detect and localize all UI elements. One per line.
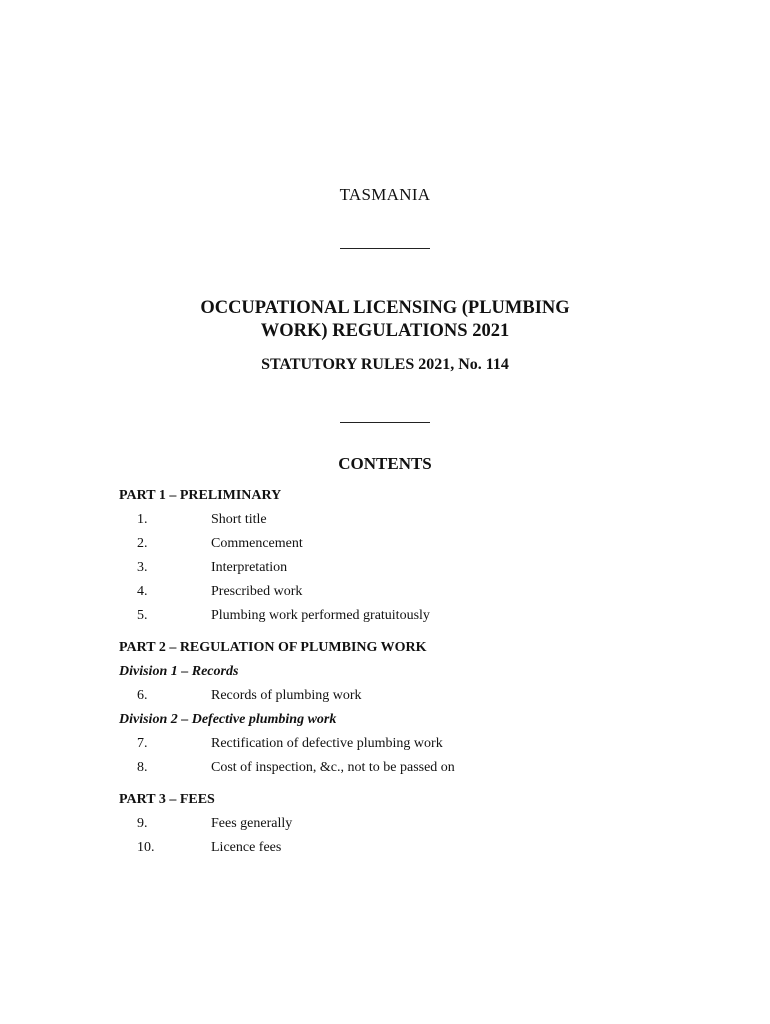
separator-rule	[0, 248, 770, 249]
toc-entry-number: 9.	[137, 816, 148, 831]
regulation-title	[0, 297, 770, 343]
table-of-contents	[119, 486, 679, 862]
toc-entry-number: 5.	[137, 608, 148, 623]
toc-entry-number: 8.	[137, 760, 148, 775]
toc-entry	[119, 558, 679, 582]
toc-entry-number: 4.	[137, 584, 148, 599]
toc-division-heading: Division 2 – Defective plumbing work	[119, 712, 337, 727]
toc-entry	[119, 814, 679, 838]
contents-heading: CONTENTS	[338, 454, 432, 473]
toc-entry	[119, 758, 679, 782]
toc-entry-label: Fees generally	[211, 816, 293, 831]
toc-entry-number: 2.	[137, 536, 148, 551]
toc-entry	[119, 582, 679, 606]
jurisdiction-heading: TASMANIA	[339, 185, 431, 204]
toc-entry-label: Prescribed work	[211, 584, 303, 599]
toc-entry-number: 1.	[137, 512, 148, 527]
separator-rule	[0, 422, 770, 423]
statutory-rules-number: STATUTORY RULES 2021, No. 114	[261, 356, 509, 373]
toc-part-heading: PART 3 – FEES	[119, 792, 215, 807]
regulation-title-line-1: OCCUPATIONAL LICENSING (PLUMBING	[200, 298, 570, 318]
toc-entry-label: Commencement	[211, 536, 303, 551]
toc-part-heading: PART 2 – REGULATION OF PLUMBING WORK	[119, 640, 427, 655]
toc-entry	[119, 734, 679, 758]
toc-entry-label: Licence fees	[211, 840, 282, 855]
toc-entry-label: Plumbing work performed gratuitously	[211, 608, 430, 623]
toc-entry-number: 6.	[137, 688, 148, 703]
toc-entry	[119, 534, 679, 558]
toc-entry-label: Records of plumbing work	[211, 688, 362, 703]
toc-entry-number: 3.	[137, 560, 148, 575]
toc-entry-label: Interpretation	[211, 560, 288, 575]
toc-entry-label: Cost of inspection, &c., not to be passed on	[211, 760, 455, 775]
toc-division-heading: Division 1 – Records	[119, 664, 239, 679]
regulation-title-line-2: WORK) REGULATIONS 2021	[260, 321, 510, 341]
toc-entry-number: 10.	[137, 840, 155, 855]
toc-entry-label: Rectification of defective plumbing work	[211, 736, 443, 751]
toc-entry-label: Short title	[211, 512, 267, 527]
toc-entry	[119, 606, 679, 630]
toc-entry	[119, 838, 679, 862]
toc-part-heading: PART 1 – PRELIMINARY	[119, 488, 282, 503]
toc-entry	[119, 510, 679, 534]
toc-entry	[119, 686, 679, 710]
toc-entry-number: 7.	[137, 736, 148, 751]
